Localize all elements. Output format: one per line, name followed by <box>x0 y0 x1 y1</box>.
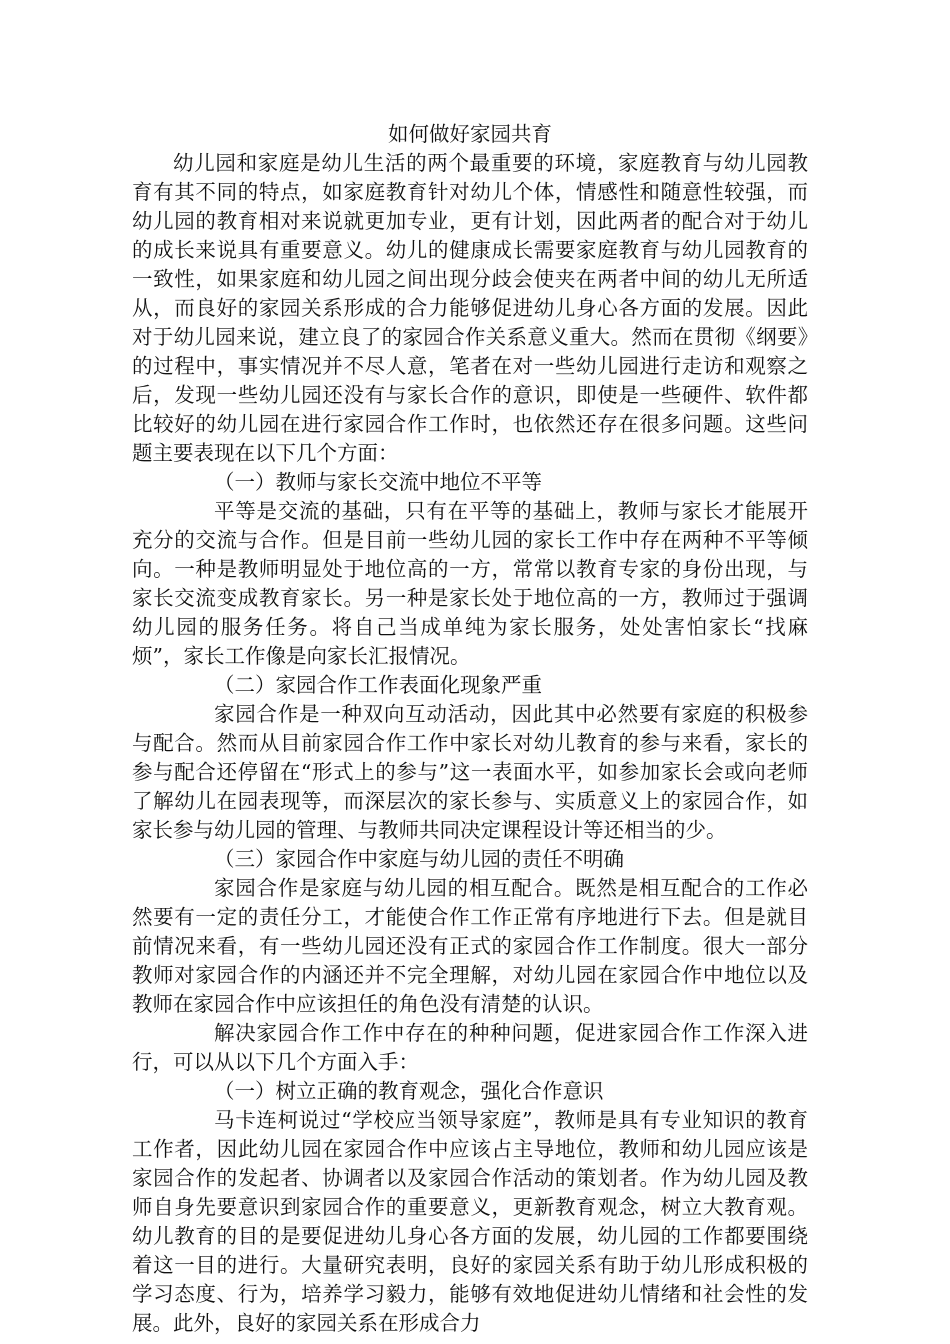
problem-heading-2: （二）家园合作工作表面化现象严重 <box>214 673 542 697</box>
document-page <box>132 120 808 1338</box>
solution-heading-1: （一）树立正确的教育观念，强化合作意识 <box>214 1079 604 1103</box>
problem-body-3: 家园合作是家庭与幼儿园的相互配合。既然是相互配合的工作必然要有一定的责任分工，才能使合作工作正常有序地进行下去。但是就目前情况来看，有一些幼儿园还没有正式的家园合作工作制度。很大一部分教师对家园合作的内涵还并不完全理解，对幼儿园在家园合作中地位以及教师在家园合作中应该担任的角色没有清楚的认识。 <box>132 876 808 1016</box>
problem-body-2: 家园合作是一种双向互动活动，因此其中必然要有家庭的积极参与配合。然而从目前家园合作工作中家长对幼儿教育的参与来看，家长的参与配合还停留在“形式上的参与”这一表面水平，如参加家长会或向老师了解幼儿在园表现等，而深层次的家长参与、实质意义上的家园合作，如家长参与幼儿园的管理、与教师共同决定课程设计等还相当的少。 <box>132 702 808 842</box>
intro-paragraph: 幼儿园和家庭是幼儿生活的两个最重要的环境，家庭教育与幼儿园教育有其不同的特点，如家庭教育针对幼儿个体，情感性和随意性较强，而幼儿园的教育相对来说就更加专业，更有计划，因此两者的配合对于幼儿的成长来说具有重要意义。幼儿的健康成长需要家庭教育与幼儿园教育的一致性，如果家庭和幼儿园之间出现分歧会使夹在两者中间的幼儿无所适从，而良好的家园关系形成的合力能够促进幼儿身心各方面的发展。因此对于幼儿园来说，建立良了的家园合作关系意义重大。然而在贯彻《纲要》的过程中，事实情况并不尽人意，笔者在对一些幼儿园进行走访和观察之后，发现一些幼儿园还没有与家长合作的意识，即使是一些硬件、软件都比较好的幼儿园在进行家园合作工作时，也依然还存在很多问题。这些问题主要表现在以下几个方面： <box>132 151 808 465</box>
transition-paragraph: 解决家园合作工作中存在的种种问题，促进家园合作工作深入进行，可以从以下几个方面入手： <box>132 1021 808 1074</box>
document-title: 如何做好家园共育 <box>388 122 552 146</box>
problem-heading-3: （三）家园合作中家庭与幼儿园的责任不明确 <box>214 847 624 871</box>
solution-body-1: 马卡连柯说过“学校应当领导家庭”，教师是具有专业知识的教育工作者，因此幼儿园在家园合作中应该占主导地位，教师和幼儿园应该是家园合作的发起者、协调者以及家园合作活动的策划者。作为幼儿园及教师自身先要意识到家园合作的重要意义，更新教育观念，树立大教育观。幼儿教育的目的是要促进幼儿身心各方面的发展，幼儿园的工作都要围绕着这一目的进行。大量研究表明，良好的家园关系有助于幼儿形成积极的学习态度、行为，培养学习毅力，能够有效地促进幼儿情绪和社会性的发展。此外，良好的家园关系在形成合力 <box>132 1108 808 1335</box>
problem-body-1: 平等是交流的基础，只有在平等的基础上，教师与家长才能展开充分的交流与合作。但是目前一些幼儿园的家长工作中存在两种不平等倾向。一种是教师明显处于地位高的一方，常常以教育专家的身份出现，与家长交流变成教育家长。另一种是家长处于地位高的一方，教师过于强调幼儿园的服务任务。将自己当成单纯为家长服务，处处害怕家长“找麻烦”，家长工作像是向家长汇报情况。 <box>132 499 808 668</box>
problem-heading-1: （一）教师与家长交流中地位不平等 <box>214 470 542 494</box>
